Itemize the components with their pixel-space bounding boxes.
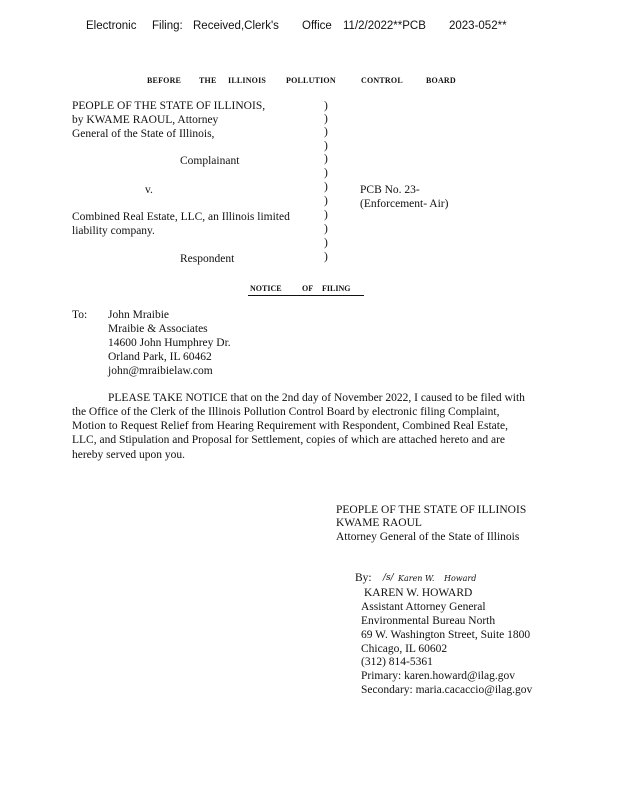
plaintiff-line: PEOPLE OF THE STATE OF ILLINOIS,: [72, 100, 266, 112]
board-title-word: THE: [199, 76, 217, 85]
to-label: To:: [72, 309, 88, 321]
stamp-office: Office: [302, 20, 332, 32]
paren: ): [324, 113, 328, 125]
body-line: the Office of the Clerk of the Illinois Pollution Control Board by electronic filing Complaint,: [72, 406, 500, 418]
signer-name: KAREN W. HOWARD: [364, 587, 473, 599]
signature-first: Karen W.: [398, 574, 435, 583]
complainant-label: Complainant: [180, 155, 240, 167]
address-line: Orland Park, IL 60462: [108, 351, 212, 363]
defendant-line: Combined Real Estate, LLC, an Illinois limited: [72, 211, 290, 223]
signature-mark: /s/: [383, 573, 394, 583]
address-email: john@mraibielaw.com: [108, 365, 213, 377]
paren: ): [324, 167, 328, 179]
body-line: LLC, and Stipulation and Proposal for Settlement, copies of which are attached hereto and are: [72, 434, 506, 446]
address-line: 14600 John Humphrey Dr.: [108, 337, 231, 349]
paren: ): [324, 237, 328, 249]
paren: ): [324, 223, 328, 235]
paren: ): [324, 195, 328, 207]
plaintiff-line: by KWAME RAOUL, Attorney: [72, 114, 219, 126]
signer-email-secondary: Secondary: maria.cacaccio@ilag.gov: [361, 684, 533, 696]
by-label: By:: [355, 572, 372, 584]
paren: ): [324, 100, 328, 112]
board-title-word: POLLUTION: [286, 76, 336, 85]
party-line: PEOPLE OF THE STATE OF ILLINOIS: [336, 504, 527, 516]
respondent-label: Respondent: [180, 253, 235, 265]
paren: ): [324, 153, 328, 165]
notice-underline: [248, 295, 364, 296]
paren: ): [324, 140, 328, 152]
notice-title-word: FILING: [322, 284, 351, 293]
body-line: PLEASE TAKE NOTICE that on the 2nd day of November 2022, I caused to be filed with: [108, 392, 525, 404]
paren: ): [324, 209, 328, 221]
stamp-date-pcb: 11/2/2022**PCB: [343, 20, 426, 32]
stamp-electronic: Electronic: [86, 20, 137, 32]
pcb-number: PCB No. 23-: [360, 184, 420, 196]
board-title-word: BEFORE: [147, 76, 182, 85]
party-line: Attorney General of the State of Illinois: [336, 531, 520, 543]
stamp-received: Received,Clerk's: [193, 20, 279, 32]
body-line: Motion to Request Relief from Hearing Requirement with Respondent, Combined Real Estate,: [72, 420, 508, 432]
defendant-line: liability company.: [72, 225, 155, 237]
board-title-word: ILLINOIS: [228, 76, 267, 85]
signer-email-primary: Primary: karen.howard@ilag.gov: [361, 670, 515, 682]
notice-title-word: OF: [302, 284, 314, 293]
signer-line: Environmental Bureau North: [361, 615, 496, 627]
signer-line: Chicago, IL 60602: [361, 643, 448, 655]
versus-label: v.: [145, 184, 153, 196]
stamp-filing: Filing:: [152, 20, 183, 32]
enforcement-label: (Enforcement- Air): [360, 198, 449, 210]
paren: ): [324, 251, 328, 263]
signer-line: 69 W. Washington Street, Suite 1800: [361, 629, 531, 641]
paren: ): [324, 181, 328, 193]
board-title-word: CONTROL: [361, 76, 403, 85]
stamp-case-number: 2023-052**: [449, 20, 507, 32]
address-line: Mraibie & Associates: [108, 323, 208, 335]
signer-line: Assistant Attorney General: [361, 601, 486, 613]
signer-phone: (312) 814-5361: [361, 656, 433, 668]
plaintiff-line: General of the State of Illinois,: [72, 128, 215, 140]
notice-title-word: NOTICE: [250, 284, 282, 293]
signature-last: Howard: [444, 574, 477, 583]
party-line: KWAME RAOUL: [336, 517, 422, 529]
body-line: hereby served upon you.: [72, 449, 186, 461]
paren: ): [324, 126, 328, 138]
board-title-word: BOARD: [426, 76, 456, 85]
address-line: John Mraibie: [108, 309, 170, 321]
